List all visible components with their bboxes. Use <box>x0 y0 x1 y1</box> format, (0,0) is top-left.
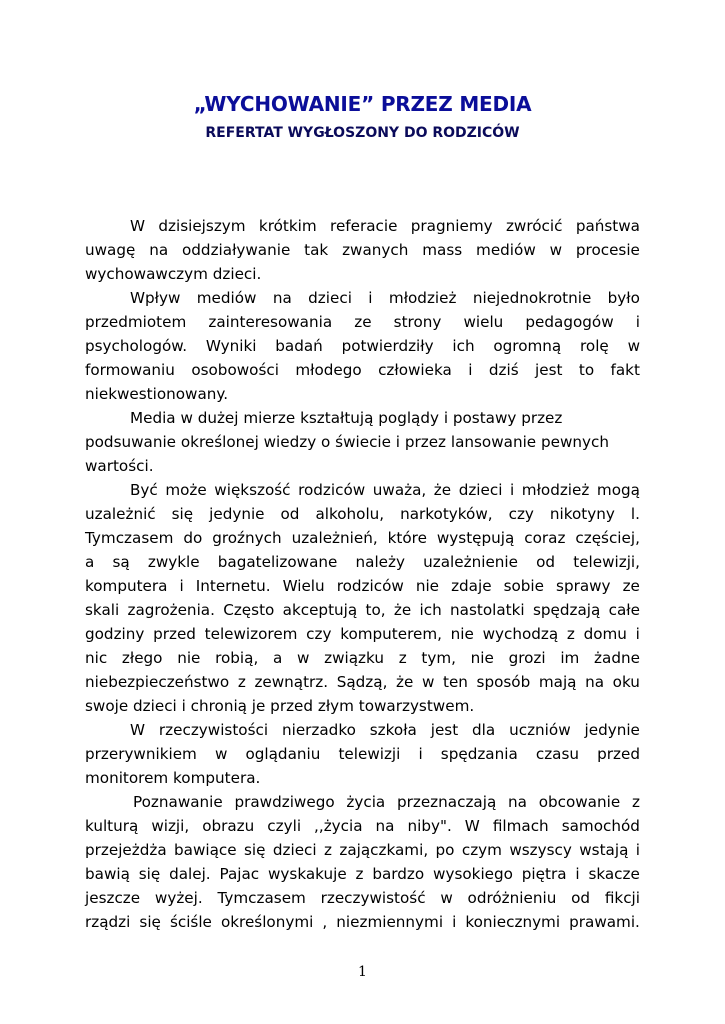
word: ze <box>622 577 640 595</box>
word: alkoholu, <box>315 505 385 523</box>
word: że <box>393 601 412 619</box>
word: ich <box>452 337 475 355</box>
word: komputerem, <box>340 625 442 643</box>
word: bardzo <box>372 865 425 883</box>
text-line <box>85 910 640 934</box>
word: uzależnienie <box>423 553 518 571</box>
word: mediów <box>196 289 257 307</box>
word: ściśle <box>169 913 212 931</box>
word: od <box>571 889 591 907</box>
word: tak <box>304 241 329 259</box>
word: i <box>635 841 640 859</box>
word: Internetu. <box>195 577 271 595</box>
word: mass <box>422 241 463 259</box>
word: na <box>149 241 169 259</box>
word: niezmiennymi <box>336 913 444 931</box>
word: nierzadko <box>281 721 356 739</box>
word: mediów <box>476 241 536 259</box>
word: uważa, <box>372 481 427 499</box>
body-text <box>85 214 640 934</box>
document-subtitle: REFERTAT WYGŁOSZONY DO RODZICÓW <box>205 125 520 141</box>
word: się <box>244 841 266 859</box>
word: od <box>280 505 300 523</box>
word: Tymczasem <box>217 889 306 907</box>
word: z <box>398 649 407 667</box>
word: Być <box>130 481 158 499</box>
word: spędzania <box>440 745 518 763</box>
word: telewizorem <box>204 625 298 643</box>
word: oglądaniu <box>245 745 321 763</box>
word: coraz <box>524 529 566 547</box>
text-line <box>85 622 640 646</box>
document-title: „WYCHOWANIE” PRZEZ MEDIA <box>193 92 532 116</box>
word: rządzi <box>85 913 131 931</box>
word: nie <box>450 625 474 643</box>
word: bawią <box>85 865 130 883</box>
word: ten <box>443 673 468 691</box>
word: że <box>433 481 452 499</box>
word: czy <box>508 505 534 523</box>
word: fakt <box>610 361 640 379</box>
word: większość <box>214 481 291 499</box>
word: W <box>130 721 146 739</box>
word: rzeczywistości <box>158 721 269 739</box>
word: i <box>418 745 423 763</box>
word: wyskakuje <box>268 865 347 883</box>
word: które <box>387 529 427 547</box>
text-line <box>85 646 640 670</box>
word: się <box>139 913 161 931</box>
word: podsuwanie określonej wiedzy o świecie i przez lansowanie pewnych <box>85 433 609 451</box>
word: oddziaływanie <box>182 241 291 259</box>
word: na <box>508 793 527 811</box>
word: przejeżdża <box>85 841 167 859</box>
word: procesie <box>575 241 640 259</box>
word: całe <box>608 601 640 619</box>
word: tym, <box>421 649 456 667</box>
word: i <box>510 481 515 499</box>
word: spędzają <box>532 601 601 619</box>
word: dziś <box>488 361 519 379</box>
word: robią, <box>215 649 259 667</box>
word: dzisiejszym <box>158 217 246 235</box>
word: to, <box>365 601 386 619</box>
word: wielu <box>463 313 504 331</box>
word: obrazu <box>202 817 255 835</box>
word: ogromną <box>493 337 562 355</box>
word: czym <box>461 841 502 859</box>
page-number: 1 <box>358 964 367 980</box>
word: skali <box>85 601 120 619</box>
word: z <box>631 793 640 811</box>
text-line <box>85 766 640 790</box>
word: piętra <box>521 865 567 883</box>
word: przeznaczają <box>396 793 497 811</box>
word: dla <box>472 721 496 739</box>
word: są <box>112 553 130 571</box>
text-line <box>85 214 640 238</box>
word: na <box>272 289 292 307</box>
text-line <box>85 286 640 310</box>
word: Tymczasem <box>85 529 174 547</box>
word: psychologów. <box>85 337 188 355</box>
text-line <box>85 478 640 502</box>
word: zewnątrz. <box>254 673 329 691</box>
word: godziny <box>85 625 145 643</box>
word: potwierdziły <box>341 337 434 355</box>
word: dalej. <box>169 865 211 883</box>
word: telewizji, <box>573 553 640 571</box>
word: młodzież <box>521 481 590 499</box>
word: odróżnieniu <box>467 889 557 907</box>
word: akceptują <box>282 601 358 619</box>
word: badań <box>275 337 323 355</box>
word: formowaniu <box>85 361 175 379</box>
word: Poznawanie <box>133 793 223 811</box>
word: zdaje <box>451 577 492 595</box>
word: fikcji <box>604 889 640 907</box>
text-line <box>85 718 640 742</box>
text-line <box>85 238 640 262</box>
word: monitorem komputera. <box>85 769 261 787</box>
word: należy <box>355 553 405 571</box>
word: niby". <box>407 817 452 835</box>
word: ze <box>354 313 372 331</box>
word: grozi <box>508 649 546 667</box>
word: jedynie <box>209 505 265 523</box>
word: Wpływ <box>130 289 181 307</box>
word: nie <box>470 649 494 667</box>
word: ,,życia <box>314 817 363 835</box>
text-line <box>85 358 640 382</box>
word: państwa <box>575 217 640 235</box>
word: od <box>536 553 556 571</box>
word: wstają <box>579 841 629 859</box>
word: czyli <box>267 817 302 835</box>
word: rodziców <box>298 481 366 499</box>
word: wychowawczym dzieci. <box>85 265 262 283</box>
word: jedynie <box>584 721 640 739</box>
word: z <box>566 625 575 643</box>
text-line <box>85 838 640 862</box>
word: jest <box>430 721 459 739</box>
word: nikotyny <box>549 505 615 523</box>
word: narkotyków, <box>400 505 493 523</box>
word: a <box>85 553 95 571</box>
word: na <box>375 817 395 835</box>
text-line <box>85 790 640 814</box>
word: się <box>138 865 161 883</box>
text-line <box>85 550 640 574</box>
word: pedagogów <box>525 313 614 331</box>
word: wartości. <box>85 457 154 475</box>
word: w <box>549 241 563 259</box>
word: zwanych <box>342 241 409 259</box>
word: groźnych <box>212 529 282 547</box>
word: nie <box>177 649 201 667</box>
word: złego <box>121 649 163 667</box>
word: koniecznymi <box>465 913 561 931</box>
word: l. <box>630 505 640 523</box>
word: związku <box>324 649 384 667</box>
word: krótkim <box>258 217 317 235</box>
word: życia <box>346 793 386 811</box>
word: człowieka <box>378 361 452 379</box>
text-line <box>85 862 640 886</box>
word: to <box>578 361 595 379</box>
word: szkoła <box>369 721 417 739</box>
word: niekwestionowany. <box>85 385 229 403</box>
word: na <box>585 673 605 691</box>
word: komputera <box>85 577 168 595</box>
word: żadne <box>594 649 640 667</box>
word: przedmiotem <box>85 313 187 331</box>
text-line <box>85 454 640 478</box>
word: przed <box>597 745 640 763</box>
word: zajączkami, <box>339 841 429 859</box>
word: i <box>635 625 640 643</box>
word: zwrócić <box>505 217 563 235</box>
word: swoje dzieci i chronią je przed złym towarzystwem. <box>85 697 475 715</box>
word: sposób <box>476 673 531 691</box>
text-line <box>85 430 640 454</box>
word: z <box>323 841 332 859</box>
word: uzależnić <box>85 505 156 523</box>
text-line <box>85 814 640 838</box>
word: i <box>468 361 473 379</box>
word: ich <box>419 601 442 619</box>
text-line <box>85 526 640 550</box>
word: dzieci <box>458 481 503 499</box>
word: referacie <box>330 217 398 235</box>
word: z <box>237 673 246 691</box>
text-line <box>85 742 640 766</box>
word: bagatelizowane <box>217 553 338 571</box>
word: W <box>130 217 146 235</box>
word: i <box>179 577 184 595</box>
word: rodziców <box>336 577 404 595</box>
word: W <box>464 817 480 835</box>
word: telewizji <box>338 745 401 763</box>
word: wizji, <box>151 817 190 835</box>
word: dzieci <box>308 289 352 307</box>
text-line <box>85 886 640 910</box>
word: pragniemy <box>410 217 493 235</box>
word: zagrożenia. <box>127 601 215 619</box>
word: młodego <box>295 361 362 379</box>
word: prawdziwego <box>234 793 335 811</box>
word: filmach <box>492 817 549 835</box>
word: sobie <box>503 577 544 595</box>
word: zainteresowania <box>208 313 333 331</box>
word: rolę <box>580 337 609 355</box>
word: a <box>273 649 283 667</box>
word: domu <box>583 625 627 643</box>
word: wysokiego <box>433 865 513 883</box>
text-line <box>85 310 640 334</box>
word: i <box>635 313 640 331</box>
word: im <box>560 649 580 667</box>
word: że <box>396 673 414 691</box>
word: Pajac <box>219 865 260 883</box>
word: nic <box>85 649 108 667</box>
word: może <box>165 481 207 499</box>
word: w <box>627 337 640 355</box>
text-line <box>85 694 640 718</box>
word: mogą <box>596 481 640 499</box>
word: , <box>322 913 328 931</box>
text-line <box>85 262 640 286</box>
word: po <box>435 841 455 859</box>
word: niejednokrotnie <box>472 289 592 307</box>
word: obcowanie <box>538 793 621 811</box>
text-line <box>85 406 640 430</box>
word: rzeczywistość <box>320 889 426 907</box>
text-line <box>85 574 640 598</box>
word: sprawy <box>556 577 611 595</box>
text-line <box>85 502 640 526</box>
word: prawami. <box>569 913 640 931</box>
word: do <box>183 529 203 547</box>
word: w <box>440 889 453 907</box>
word: określonymi <box>220 913 314 931</box>
word: i <box>368 289 373 307</box>
word: i <box>575 865 580 883</box>
word: jest <box>535 361 563 379</box>
word: w <box>214 745 228 763</box>
word: czy <box>306 625 332 643</box>
word: oku <box>612 673 640 691</box>
word: skacze <box>588 865 640 883</box>
word: osobowości <box>191 361 279 379</box>
text-line <box>85 382 640 406</box>
word: niebezpieczeństwo <box>85 673 230 691</box>
word: Wielu <box>282 577 325 595</box>
word: Często <box>223 601 275 619</box>
word: nastolatki <box>450 601 525 619</box>
word: wychodzą <box>482 625 559 643</box>
word: samochód <box>561 817 640 835</box>
word: Sądzą, <box>336 673 388 691</box>
text-line <box>85 670 640 694</box>
word: bawiące <box>174 841 237 859</box>
word: jeszcze <box>85 889 141 907</box>
word: uczniów <box>509 721 571 739</box>
word: z <box>355 865 364 883</box>
word: nie <box>415 577 440 595</box>
word: mają <box>538 673 577 691</box>
word: młodzież <box>388 289 457 307</box>
word: było <box>607 289 640 307</box>
word: Media w dużej mierze kształtują poglądy i postawy przez <box>130 409 563 427</box>
word: w <box>297 649 310 667</box>
text-line <box>85 334 640 358</box>
word: Wyniki <box>205 337 257 355</box>
word: i <box>452 913 457 931</box>
word: się <box>171 505 194 523</box>
word: występują <box>436 529 515 547</box>
word: dzieci <box>272 841 317 859</box>
word: wyżej. <box>154 889 203 907</box>
word: kulturą <box>85 817 139 835</box>
word: uzależnień, <box>291 529 378 547</box>
word: częściej, <box>575 529 640 547</box>
word: przerywnikiem <box>85 745 197 763</box>
word: strony <box>393 313 442 331</box>
text-line <box>85 598 640 622</box>
word: w <box>421 673 435 691</box>
word: uwagę <box>85 241 136 259</box>
word: przed <box>153 625 196 643</box>
word: wszyscy <box>509 841 572 859</box>
word: czasu <box>535 745 580 763</box>
word: zwykle <box>147 553 200 571</box>
